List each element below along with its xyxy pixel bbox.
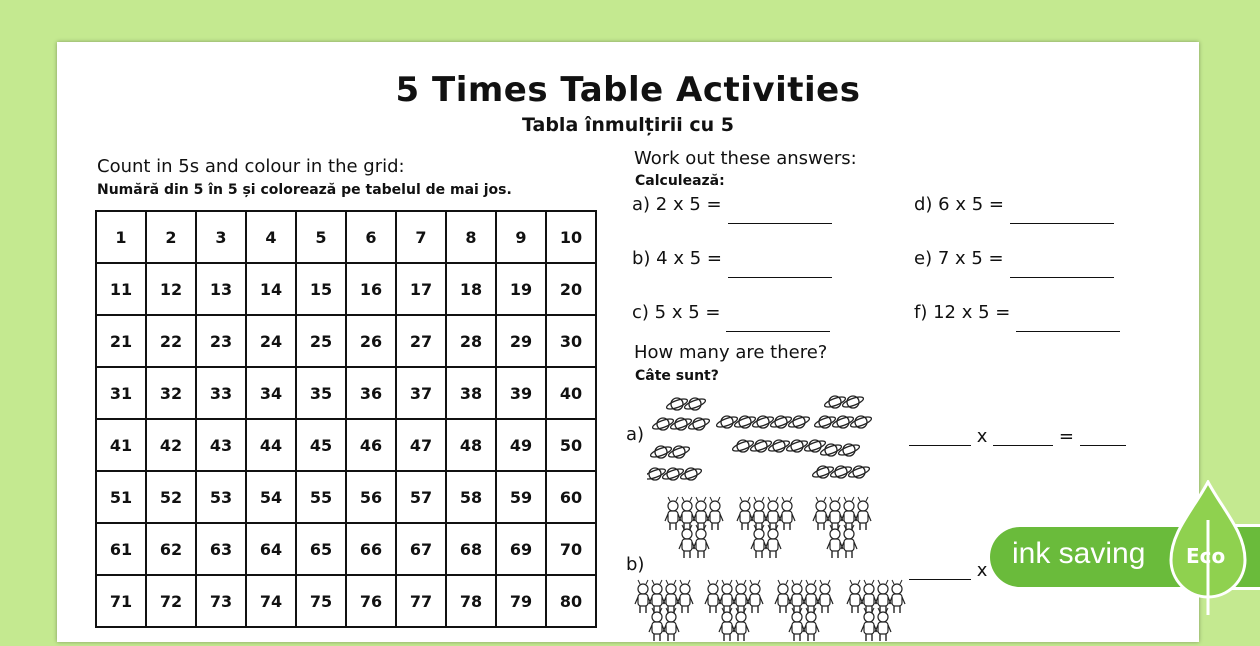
- grid-cell[interactable]: 35: [296, 367, 346, 419]
- grid-cell[interactable]: 56: [346, 471, 396, 523]
- grid-cell[interactable]: 22: [146, 315, 196, 367]
- grid-cell[interactable]: 23: [196, 315, 246, 367]
- grid-cell[interactable]: 80: [546, 575, 596, 627]
- grid-cell[interactable]: 6: [346, 211, 396, 263]
- grid-cell[interactable]: 73: [196, 575, 246, 627]
- grid-cell[interactable]: 10: [546, 211, 596, 263]
- grid-cell[interactable]: 79: [496, 575, 546, 627]
- grid-cell[interactable]: 52: [146, 471, 196, 523]
- grid-row: [96, 523, 596, 575]
- answer-line[interactable]: [1010, 276, 1114, 278]
- grid-cell[interactable]: 50: [546, 419, 596, 471]
- answer-blank[interactable]: [1080, 444, 1126, 446]
- alien-group-2: [737, 497, 795, 558]
- grid-cell[interactable]: 34: [246, 367, 296, 419]
- times-sign: x: [976, 560, 988, 581]
- answer-line[interactable]: [728, 222, 832, 224]
- grid-cell[interactable]: 14: [246, 263, 296, 315]
- question-label: f) 12 x 5 =: [914, 302, 1011, 323]
- grid-cell[interactable]: 7: [396, 211, 446, 263]
- grid-cell[interactable]: 27: [396, 315, 446, 367]
- question-label: e) 7 x 5 =: [914, 248, 1004, 269]
- grid-cell[interactable]: 1: [96, 211, 146, 263]
- eco-label: Eco: [1186, 544, 1226, 568]
- question-label: d) 6 x 5 =: [914, 194, 1004, 215]
- planet-group-2: [715, 415, 810, 429]
- grid-cell[interactable]: 54: [246, 471, 296, 523]
- grid-cell[interactable]: 70: [546, 523, 596, 575]
- question-label: b) 4 x 5 =: [632, 248, 722, 269]
- grid-cell[interactable]: 29: [496, 315, 546, 367]
- equation-a: [909, 426, 1126, 447]
- grid-cell[interactable]: 33: [196, 367, 246, 419]
- grid-cell[interactable]: 76: [346, 575, 396, 627]
- grid-cell[interactable]: 42: [146, 419, 196, 471]
- equation-b: [909, 560, 987, 581]
- question-f: [914, 302, 1120, 332]
- grid-cell[interactable]: 67: [396, 523, 446, 575]
- grid-heading: Count in 5s and colour in the grid:: [97, 156, 405, 177]
- planet-group-1: [651, 397, 710, 431]
- grid-cell[interactable]: 68: [446, 523, 496, 575]
- grid-cell[interactable]: 40: [546, 367, 596, 419]
- grid-cell[interactable]: 36: [346, 367, 396, 419]
- grid-cell[interactable]: 11: [96, 263, 146, 315]
- grid-cell[interactable]: 15: [296, 263, 346, 315]
- grid-cell[interactable]: 25: [296, 315, 346, 367]
- grid-cell[interactable]: 20: [546, 263, 596, 315]
- grid-cell[interactable]: 38: [446, 367, 496, 419]
- grid-subheading: Numără din 5 în 5 și colorează pe tabelul de mai jos.: [97, 182, 512, 198]
- answer-line[interactable]: [728, 276, 832, 278]
- grid-row: [96, 419, 596, 471]
- alien-group-6: [775, 580, 833, 641]
- grid-cell[interactable]: 63: [196, 523, 246, 575]
- grid-cell[interactable]: 30: [546, 315, 596, 367]
- grid-row: [96, 211, 596, 263]
- grid-cell[interactable]: 60: [546, 471, 596, 523]
- grid-cell[interactable]: 59: [496, 471, 546, 523]
- question-a: [632, 194, 832, 224]
- grid-cell[interactable]: 77: [396, 575, 446, 627]
- grid-cell[interactable]: 51: [96, 471, 146, 523]
- grid-cell[interactable]: 78: [446, 575, 496, 627]
- equals-sign: =: [1058, 426, 1074, 447]
- answer-blank[interactable]: [909, 578, 971, 580]
- alien-group-1: [665, 497, 723, 558]
- grid-cell[interactable]: 18: [446, 263, 496, 315]
- grid-cell[interactable]: 41: [96, 419, 146, 471]
- grid-row: [96, 263, 596, 315]
- grid-cell[interactable]: 61: [96, 523, 146, 575]
- answer-line[interactable]: [1016, 330, 1120, 332]
- question-e: [914, 248, 1114, 278]
- page-title: 5 Times Table Activities: [395, 70, 861, 110]
- planets-illustration: [647, 390, 887, 490]
- grid-cell[interactable]: 3: [196, 211, 246, 263]
- grid-row: [96, 471, 596, 523]
- work-heading: Work out these answers:: [634, 148, 857, 169]
- grid-cell[interactable]: 49: [496, 419, 546, 471]
- count-heading: How many are there?: [634, 342, 828, 363]
- grid-cell[interactable]: 43: [196, 419, 246, 471]
- grid-cell[interactable]: 12: [146, 263, 196, 315]
- grid-cell[interactable]: 21: [96, 315, 146, 367]
- count-subheading: Câte sunt?: [635, 368, 719, 384]
- alien-group-3: [813, 497, 871, 558]
- grid-cell[interactable]: 66: [346, 523, 396, 575]
- grid-cell[interactable]: 64: [246, 523, 296, 575]
- alien-group-5: [705, 580, 763, 641]
- planet-group-3: [813, 395, 872, 429]
- grid-cell[interactable]: 26: [346, 315, 396, 367]
- question-label: c) 5 x 5 =: [632, 302, 721, 323]
- question-b: [632, 248, 832, 278]
- grid-cell[interactable]: 39: [496, 367, 546, 419]
- grid-cell[interactable]: 44: [246, 419, 296, 471]
- grid-cell[interactable]: 47: [396, 419, 446, 471]
- aliens-illustration: [633, 496, 913, 646]
- grid-cell[interactable]: 31: [96, 367, 146, 419]
- grid-cell[interactable]: 53: [196, 471, 246, 523]
- grid-cell[interactable]: 28: [446, 315, 496, 367]
- question-label: a) 2 x 5 =: [632, 194, 722, 215]
- grid-cell[interactable]: 46: [346, 419, 396, 471]
- grid-cell[interactable]: 55: [296, 471, 346, 523]
- planet-group-5: [731, 439, 826, 453]
- grid-cell[interactable]: 16: [346, 263, 396, 315]
- grid-cell[interactable]: 19: [496, 263, 546, 315]
- grid-cell[interactable]: 4: [246, 211, 296, 263]
- grid-cell[interactable]: 57: [396, 471, 446, 523]
- page-subtitle: Tabla înmulțirii cu 5: [522, 114, 734, 136]
- grid-cell[interactable]: 71: [96, 575, 146, 627]
- grid-cell[interactable]: 2: [146, 211, 196, 263]
- grid-cell[interactable]: 74: [246, 575, 296, 627]
- grid-cell[interactable]: 58: [446, 471, 496, 523]
- answer-blank[interactable]: [993, 444, 1053, 446]
- alien-group-4: [635, 580, 693, 641]
- answer-blank[interactable]: [909, 444, 971, 446]
- grid-cell[interactable]: 69: [496, 523, 546, 575]
- grid-cell[interactable]: 13: [196, 263, 246, 315]
- grid-cell[interactable]: 45: [296, 419, 346, 471]
- question-d: [914, 194, 1114, 224]
- part-a-label: a): [626, 424, 645, 445]
- grid-cell[interactable]: 72: [146, 575, 196, 627]
- grid-row: [96, 315, 596, 367]
- grid-cell[interactable]: 75: [296, 575, 346, 627]
- grid-cell[interactable]: 48: [446, 419, 496, 471]
- grid-row: [96, 367, 596, 419]
- grid-cell[interactable]: 9: [496, 211, 546, 263]
- grid-cell[interactable]: 32: [146, 367, 196, 419]
- grid-cell[interactable]: 65: [296, 523, 346, 575]
- grid-cell[interactable]: 5: [296, 211, 346, 263]
- question-c: [632, 302, 830, 332]
- grid-cell[interactable]: 8: [446, 211, 496, 263]
- part-b-label: b): [626, 554, 645, 575]
- planet-group-4: [647, 445, 703, 481]
- grid-cell[interactable]: 62: [146, 523, 196, 575]
- answer-line[interactable]: [1010, 222, 1114, 224]
- grid-cell[interactable]: 24: [246, 315, 296, 367]
- times-sign: x: [976, 426, 988, 447]
- alien-group-7: [847, 580, 905, 641]
- ink-saving-label: ink saving: [1012, 537, 1146, 570]
- work-subheading: Calculează:: [635, 173, 725, 189]
- grid-cell[interactable]: 17: [396, 263, 446, 315]
- grid-cell[interactable]: 37: [396, 367, 446, 419]
- hundred-grid: [95, 210, 597, 628]
- grid-row: [96, 575, 596, 627]
- answer-line[interactable]: [726, 330, 830, 332]
